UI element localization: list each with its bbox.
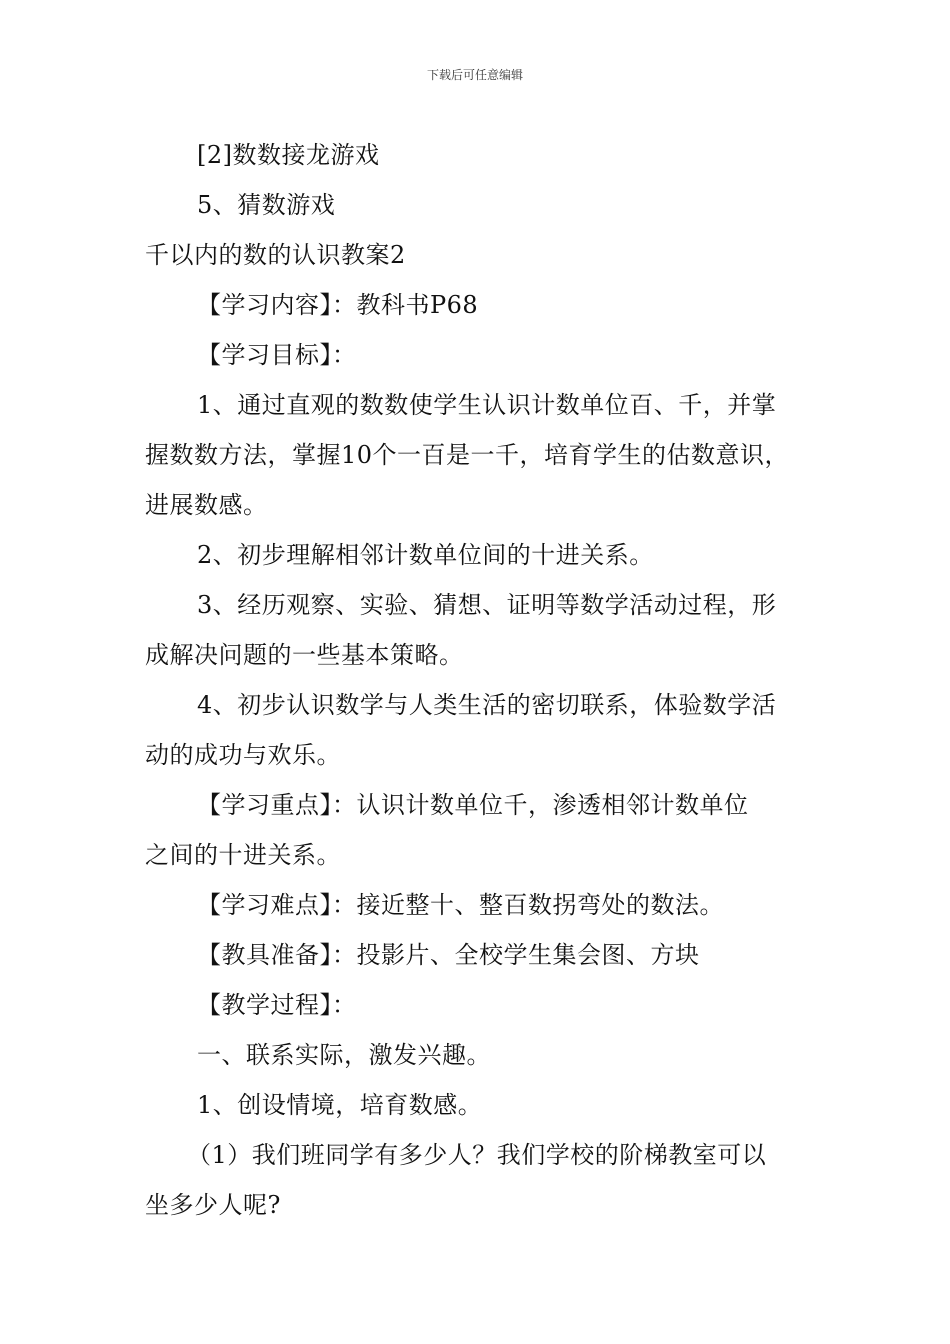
text-line: 【教学过程】： [197,991,357,1019]
section-title: 千以内的数的认识教案2 [145,241,406,269]
text-line: 4、初步认识数学与人类生活的密切联系，体验数学活 [197,691,777,719]
text-line: 【学习目标】： [197,341,357,369]
text-line: 握数数方法，掌握10个一百是一千，培育学生的估数意识， [145,441,790,469]
page-header-note: 下载后可任意编辑 [426,68,523,82]
text-line: 【学习内容】：教科书P68 [197,291,479,319]
text-line: 一、联系实际，激发兴趣。 [197,1041,491,1069]
text-line: [2]数数接龙游戏 [197,141,380,169]
text-line: 【学习重点】：认识计数单位千，渗透相邻计数单位 [197,791,749,819]
text-line: （1）我们班同学有多少人？我们学校的阶梯教室可以 [187,1141,767,1169]
text-line: 3、经历观察、实验、猜想、证明等数学活动过程，形 [197,591,777,619]
text-line: 成解决问题的一些基本策略。 [145,641,464,669]
text-line: 进展数感。 [145,491,268,519]
text-line: 【学习难点】：接近整十、整百数拐弯处的数法。 [197,891,724,919]
text-line: 5、猜数游戏 [197,191,336,219]
document-body [145,130,825,1230]
text-line: 2、初步理解相邻计数单位间的十进关系。 [197,541,654,569]
text-line: 动的成功与欢乐。 [145,741,341,769]
text-line: 坐多少人呢? [145,1191,281,1219]
text-line: 之间的十进关系。 [145,841,341,869]
text-line: 1、创设情境，培育数感。 [197,1091,483,1119]
text-line: 1、通过直观的数数使学生认识计数单位百、千，并掌 [197,391,777,419]
text-line: 【教具准备】：投影片、全校学生集会图、方块 [197,941,700,969]
